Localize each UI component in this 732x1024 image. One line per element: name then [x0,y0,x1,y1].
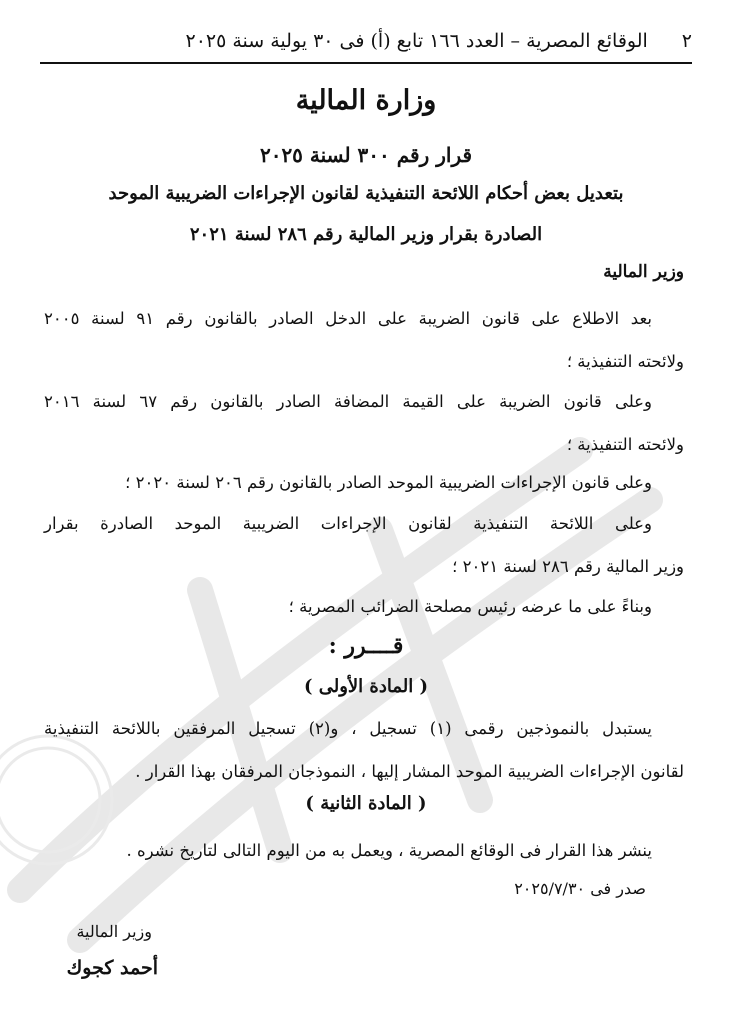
issuing-authority: وزير المالية [603,262,684,282]
article-2-title: ( المادة الثانية ) [305,793,427,814]
article-1-line: يستبدل بالنموذجين رقمى (١) تسجيل ، و(٢) تسجيل المرفقين باللائحة التنفيذية [44,719,653,738]
article-2-body [44,829,684,872]
decision-number: قرار رقم ٣٠٠ لسنة ٢٠٢٥ [259,143,473,167]
preamble-clause [44,297,684,383]
decision-subtitle-line-1: بتعديل بعض أحكام اللائحة التنفيذية لقانون الإجراءات الضريبية الموحد [108,183,624,204]
decision-subtitle-line-2: الصادرة بقرار وزير المالية رقم ٢٨٦ لسنة ٢٠٢١ [189,224,543,245]
preamble-line: وعلى قانون الإجراءات الضريبية الموحد الصادر بالقانون رقم ٢٠٦ لسنة ٢٠٢٠ ؛ [125,473,652,492]
article-1-title: ( المادة الأولى ) [303,676,429,697]
header-divider [40,62,692,64]
ministry-title: وزارة المالية [295,85,437,116]
preamble-line: بعد الاطلاع على قانون الضريبة على الدخل الصادر بالقانون رقم ٩١ لسنة ٢٠٠٥ [44,309,652,328]
preamble-line: وعلى اللائحة التنفيذية لقانون الإجراءات الضريبية الموحد الصادرة بقرار [44,514,652,533]
preamble-clause [44,461,684,504]
preamble-line: وبناءً على ما عرضه رئيس مصلحة الضرائب المصرية ؛ [288,597,652,616]
issue-date: صدر فى ٢٠٢٥/٧/٣٠ [514,879,646,898]
page-header [40,24,692,58]
article-1-line: لقانون الإجراءات الضريبية الموحد المشار إليها ، النموذجان المرفقان بهذا القرار . [135,762,684,781]
preamble-line: وعلى قانون الضريبة على القيمة المضافة الصادر بالقانون رقم ٦٧ لسنة ٢٠١٦ [44,392,652,411]
gazette-running-title: الوقائع المصرية – العدد ١٦٦ تابع (أ) فى ٣٠ يولية سنة ٢٠٢٥ [185,30,648,52]
preamble-clause [44,502,684,588]
decided-heading: قــــرر : [328,633,404,659]
preamble-line: ولائحته التنفيذية ؛ [566,352,684,371]
preamble-line: ولائحته التنفيذية ؛ [566,435,684,454]
signatory-title: وزير المالية [76,922,152,941]
article-2-line: ينشر هذا القرار فى الوقائع المصرية ، ويعمل به من اليوم التالى لتاريخ نشره . [126,841,652,860]
page-number: ٢ [681,30,692,52]
preamble-clause [44,380,684,466]
article-1-body [44,707,684,793]
signatory-name: أحمد كجوك [66,957,158,979]
preamble-line: وزير المالية رقم ٢٨٦ لسنة ٢٠٢١ ؛ [452,557,684,576]
preamble-clause [44,585,684,628]
